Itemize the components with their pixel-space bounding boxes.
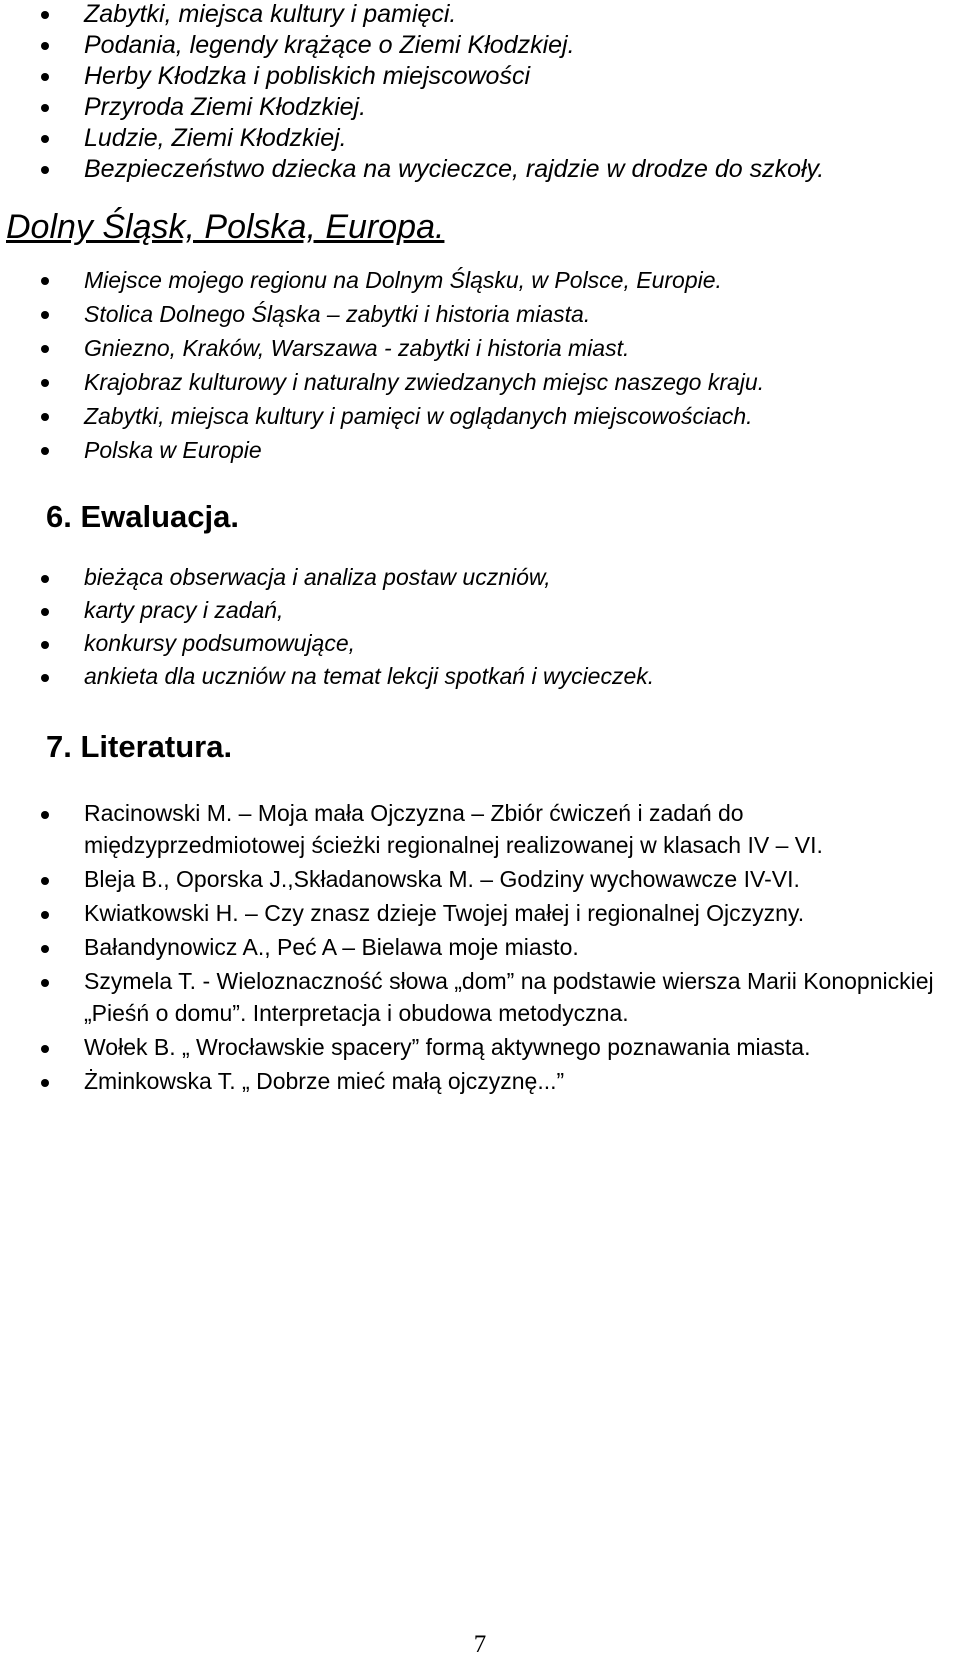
list-item: Polska w Europie bbox=[0, 433, 960, 467]
ewaluacja-list bbox=[0, 561, 960, 693]
literatura-list bbox=[0, 797, 960, 1099]
list-item: Stolica Dolnego Śląska – zabytki i historia miasta. bbox=[0, 297, 960, 331]
list-item: Krajobraz kulturowy i naturalny zwiedzanych miejsc naszego kraju. bbox=[0, 365, 960, 399]
list-item: Kwiatkowski H. – Czy znasz dzieje Twojej małej i regionalnej Ojczyzny. bbox=[0, 897, 960, 929]
heading-literatura: 7. Literatura. bbox=[46, 729, 233, 764]
list-item: Żminkowska T. „ Dobrze mieć małą ojczyznę...” bbox=[0, 1065, 960, 1097]
list-item: Bleja B., Oporska J.,Składanowska M. – Godziny wychowawcze IV-VI. bbox=[0, 863, 960, 895]
list-item: ankieta dla uczniów na temat lekcji spotkań i wycieczek. bbox=[0, 660, 960, 693]
heading-ewaluacja: 6. Ewaluacja. bbox=[46, 499, 239, 534]
list-item: Gniezno, Kraków, Warszawa - zabytki i historia miast. bbox=[0, 331, 960, 365]
list-item: Zabytki, miejsca kultury i pamięci w oglądanych miejscowościach. bbox=[0, 399, 960, 433]
list-item: konkursy podsumowujące, bbox=[0, 627, 960, 660]
list-item: Zabytki, miejsca kultury i pamięci. bbox=[0, 0, 960, 30]
list-item: Ludzie, Ziemi Kłodzkiej. bbox=[0, 123, 960, 154]
list-item: Bezpieczeństwo dziecka na wycieczce, rajdzie w drodze do szkoły. bbox=[0, 154, 960, 185]
section-title-dolny-slask: Dolny Śląsk, Polska, Europa. bbox=[6, 208, 445, 246]
list-item: bieżąca obserwacja i analiza postaw uczniów, bbox=[0, 561, 960, 594]
list-item: Bałandynowicz A., Peć A – Bielawa moje miasto. bbox=[0, 931, 960, 963]
list-item: karty pracy i zadań, bbox=[0, 594, 960, 627]
list-item: Szymela T. - Wieloznaczność słowa „dom” na podstawie wiersza Marii Konopnickiej „Pieśń o domu”. Interpretacja i obudowa metodyczna. bbox=[0, 965, 960, 1029]
page-number: 7 bbox=[473, 1631, 487, 1658]
regional-topics-list bbox=[0, 0, 960, 185]
list-item: Podania, legendy krążące o Ziemi Kłodzkiej. bbox=[0, 30, 960, 61]
list-item: Wołek B. „ Wrocławskie spacery” formą aktywnego poznawania miasta. bbox=[0, 1031, 960, 1063]
list-item: Herby Kłodzka i pobliskich miejscowości bbox=[0, 61, 960, 92]
dolny-slask-list bbox=[0, 263, 960, 467]
list-item: Racinowski M. – Moja mała Ojczyzna – Zbiór ćwiczeń i zadań do międzyprzedmiotowej ścieżki regionalnej realizowanej w klasach IV – VI. bbox=[0, 797, 960, 861]
list-item: Miejsce mojego regionu na Dolnym Śląsku, w Polsce, Europie. bbox=[0, 263, 960, 297]
list-item: Przyroda Ziemi Kłodzkiej. bbox=[0, 92, 960, 123]
